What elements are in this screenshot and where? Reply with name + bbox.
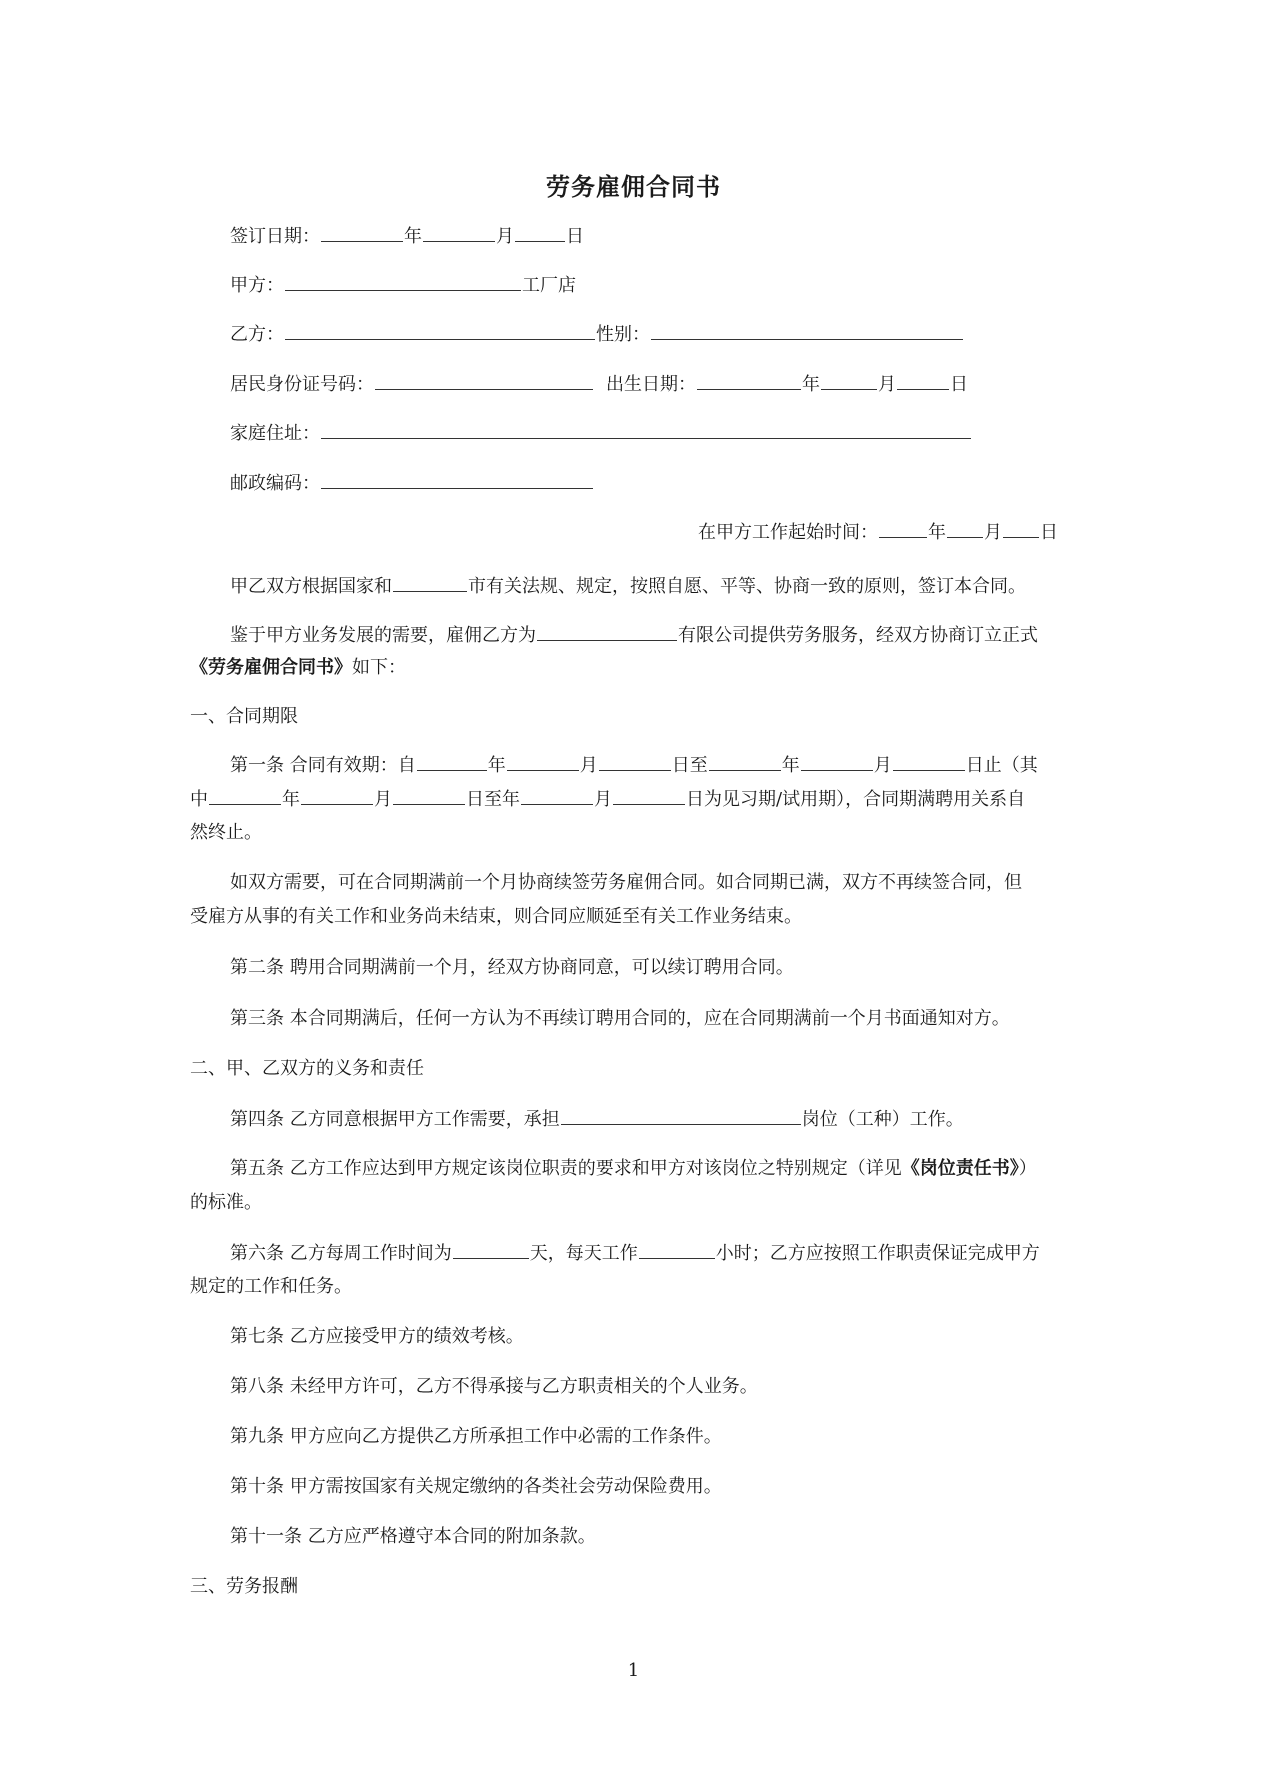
company-blank[interactable] [537, 622, 677, 641]
article-1-line-3: 然终止。 [190, 822, 262, 843]
article-4: 第四条 乙方同意根据甲方工作需要，承担 岗位（工种）工作。 [230, 1106, 964, 1133]
article-6-line-2: 规定的工作和任务。 [190, 1276, 352, 1297]
article-2: 第二条 聘用合同期满前一个月，经双方协商同意，可以续订聘用合同。 [230, 957, 794, 978]
intro-paragraph-1: 甲乙双方根据国家和 市有关法规、规定，按照自愿、平等、协商一致的原则，签订本合同。 [230, 573, 1026, 600]
party-b-line: 乙方： 性别： [230, 321, 964, 348]
article-1-line-2: 中 年 月 日至年 月 日为见习期/试用期），合同期满聘用关系自 [190, 786, 1025, 813]
article-8: 第八条 未经甲方许可，乙方不得承接与乙方职责相关的个人业务。 [230, 1376, 758, 1397]
sign-year-blank[interactable] [321, 223, 403, 242]
sign-month-blank[interactable] [423, 223, 495, 242]
gender-blank[interactable] [651, 321, 963, 340]
sign-day-blank[interactable] [515, 223, 565, 242]
section-1-heading: 一、合同期限 [190, 706, 298, 727]
trial-to-day-blank[interactable] [613, 786, 685, 805]
trial-from-year-blank[interactable] [209, 786, 281, 805]
term-from-month-blank[interactable] [507, 752, 579, 771]
term-to-month-blank[interactable] [801, 752, 873, 771]
article-5-line-2: 的标准。 [190, 1192, 262, 1213]
section-3-heading: 三、劳务报酬 [190, 1576, 298, 1597]
trial-to-month-blank[interactable] [521, 786, 593, 805]
position-blank[interactable] [561, 1106, 801, 1125]
article-5-line-1: 第五条 乙方工作应达到甲方规定该岗位职责的要求和甲方对该岗位之特别规定（详见《岗位责任书》） [230, 1158, 1037, 1179]
start-day-blank[interactable] [1003, 519, 1039, 538]
trial-from-day-blank[interactable] [393, 786, 465, 805]
id-number-blank[interactable] [375, 371, 593, 390]
start-year-blank[interactable] [879, 519, 927, 538]
birth-day-blank[interactable] [897, 371, 949, 390]
id-birth-line: 居民身份证号码： 出生日期： 年 月 日 [230, 371, 968, 398]
page-number: 1 [627, 1660, 640, 1681]
article-7: 第七条 乙方应接受甲方的绩效考核。 [230, 1326, 524, 1347]
section-2-heading: 二、甲、乙双方的义务和责任 [190, 1058, 424, 1079]
party-b-blank[interactable] [285, 321, 595, 340]
trial-from-month-blank[interactable] [301, 786, 373, 805]
postcode-blank[interactable] [321, 470, 593, 489]
start-time-line: 在甲方工作起始时间： 年 月 日 [698, 519, 1058, 546]
term-from-year-blank[interactable] [417, 752, 487, 771]
party-a-line: 甲方： 工厂店 [230, 272, 576, 299]
term-to-day-blank[interactable] [893, 752, 965, 771]
article-1-line-1: 第一条 合同有效期：自 年 月 日至 年 月 日止（其 [230, 752, 1038, 779]
days-per-week-blank[interactable] [453, 1240, 529, 1259]
sign-date-line: 签订日期： 年 月 日 [230, 223, 584, 250]
article-11: 第十一条 乙方应严格遵守本合同的附加条款。 [230, 1526, 596, 1547]
article-6-line-1: 第六条 乙方每周工作时间为 天，每天工作 小时；乙方应按照工作职责保证完成甲方 [230, 1240, 1040, 1267]
article-10: 第十条 甲方需按国家有关规定缴纳的各类社会劳动保险费用。 [230, 1476, 722, 1497]
address-blank[interactable] [321, 420, 971, 439]
intro-paragraph-2: 鉴于甲方业务发展的需要，雇佣乙方为 有限公司提供劳务服务，经双方协商订立正式 [230, 622, 1038, 649]
intro-paragraph-2-cont: 《劳务雇佣合同书》如下： [190, 657, 406, 678]
hours-per-day-blank[interactable] [639, 1240, 715, 1259]
birth-month-blank[interactable] [821, 371, 877, 390]
article-3: 第三条 本合同期满后，任何一方认为不再续订聘用合同的，应在合同期满前一个月书面通知对方。 [230, 1008, 1010, 1029]
address-line: 家庭住址： [230, 420, 972, 447]
party-a-blank[interactable] [285, 272, 521, 291]
term-to-year-blank[interactable] [709, 752, 781, 771]
document-title: 劳务雇佣合同书 [546, 172, 721, 201]
start-month-blank[interactable] [947, 519, 983, 538]
term-from-day-blank[interactable] [599, 752, 671, 771]
postcode-line: 邮政编码： [230, 470, 594, 497]
article-9: 第九条 甲方应向乙方提供乙方所承担工作中必需的工作条件。 [230, 1426, 722, 1447]
birth-year-blank[interactable] [697, 371, 801, 390]
renewal-line-2: 受雇方从事的有关工作和业务尚未结束，则合同应顺延至有关工作业务结束。 [190, 906, 802, 927]
city-blank[interactable] [393, 573, 467, 592]
renewal-line-1: 如双方需要，可在合同期满前一个月协商续签劳务雇佣合同。如合同期已满，双方不再续签合同，但 [230, 872, 1022, 893]
